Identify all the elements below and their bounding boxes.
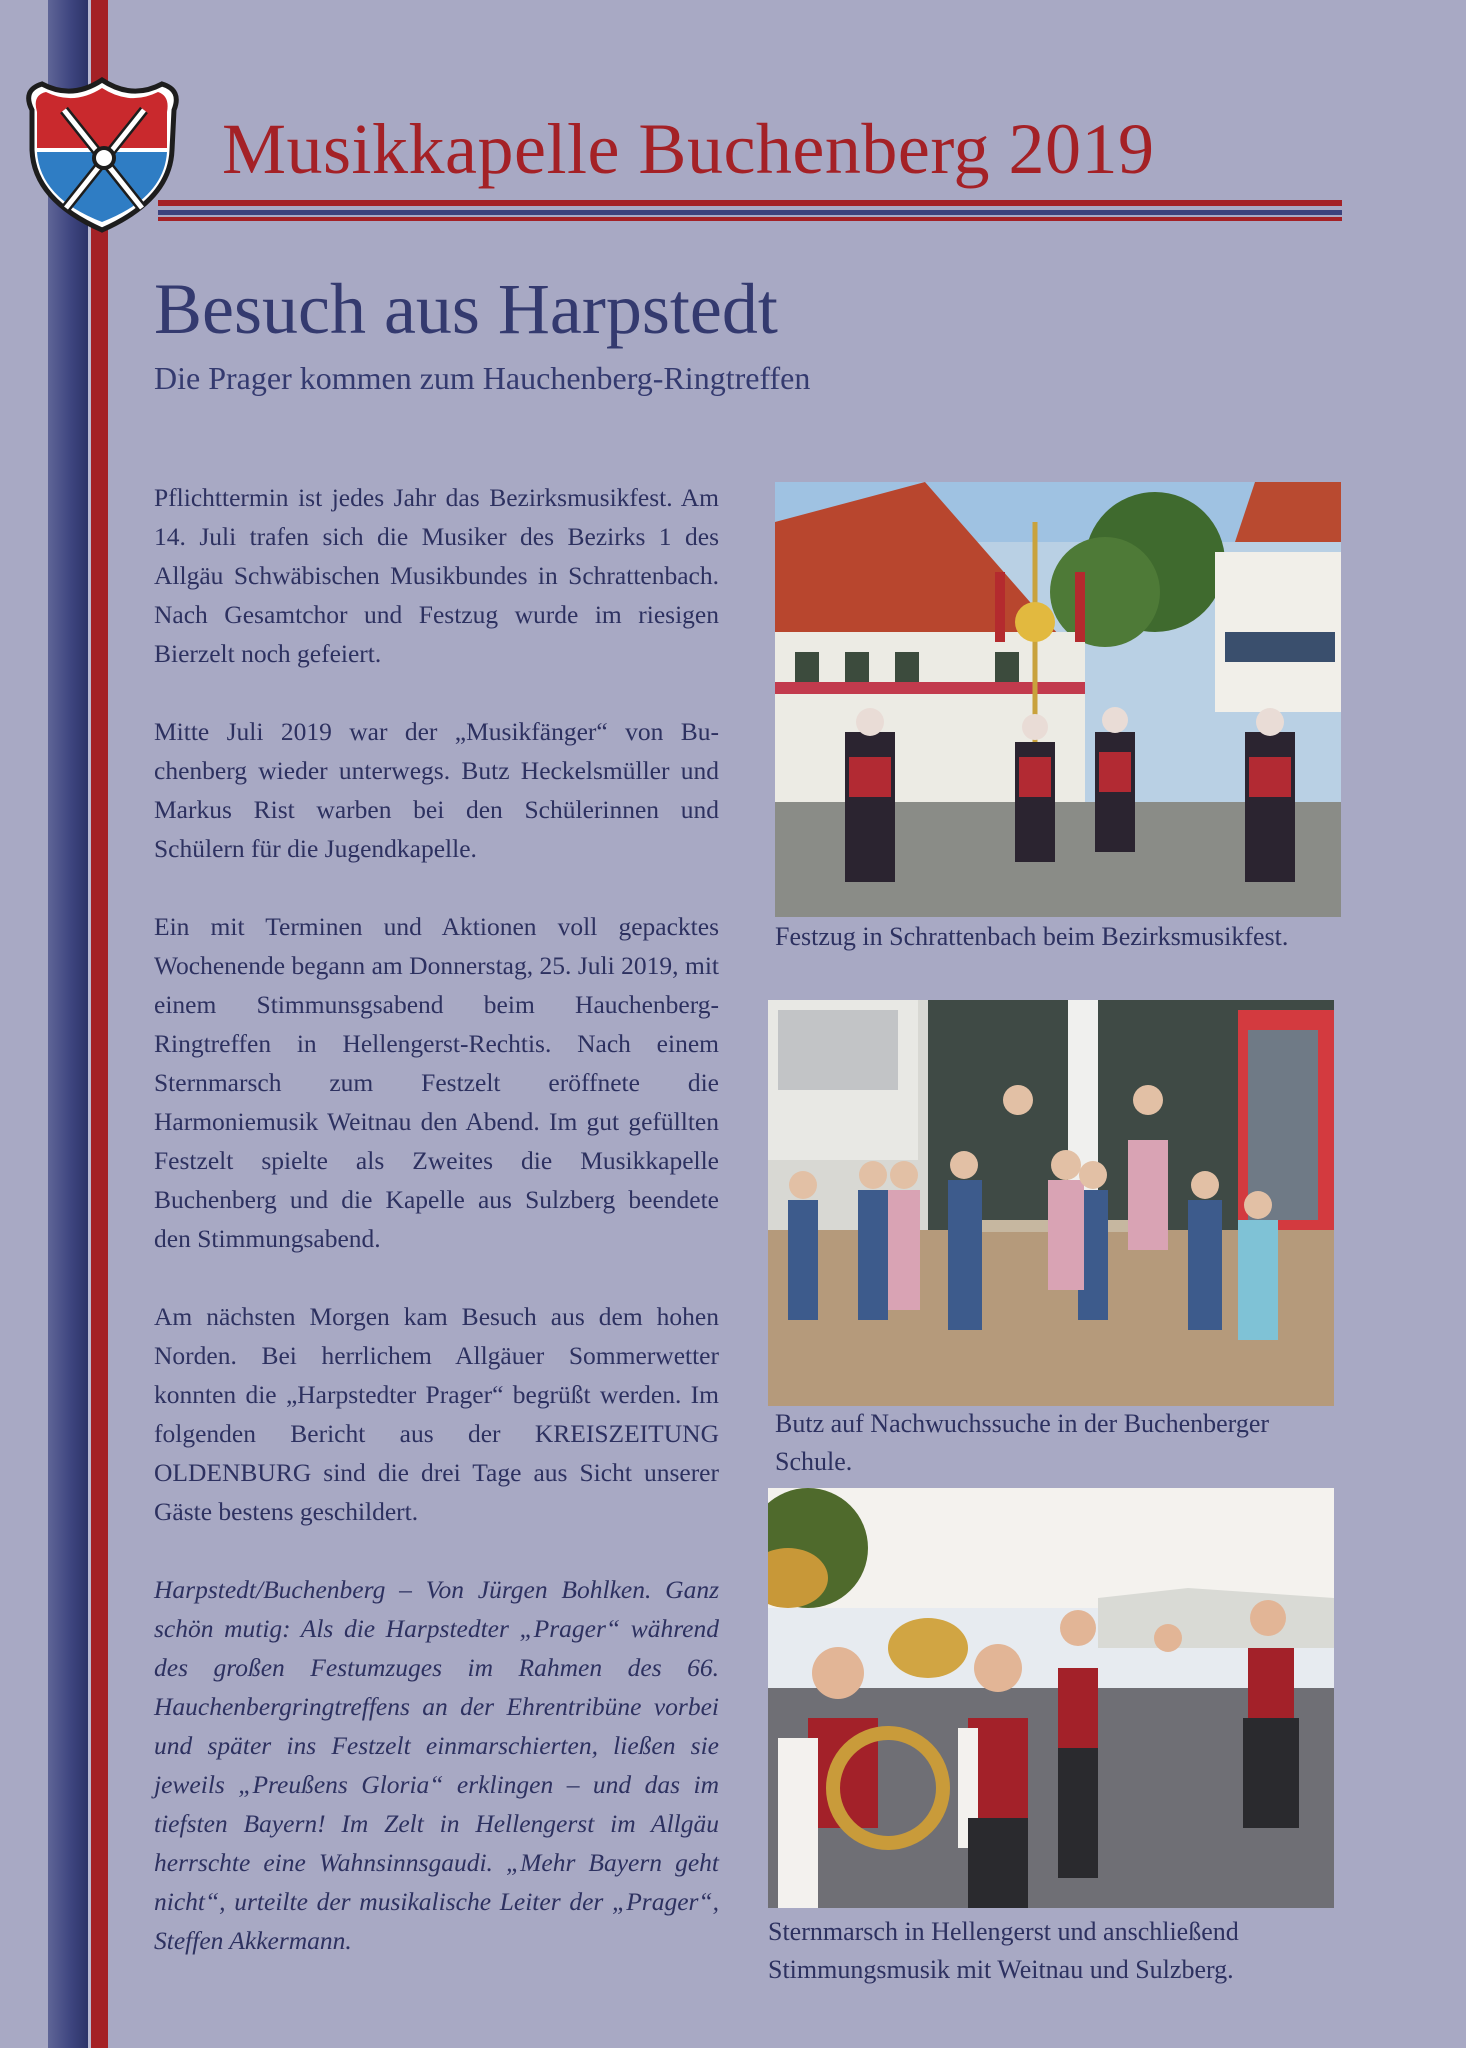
photo-brass-band bbox=[768, 1488, 1334, 1908]
org-title: Musikkapelle Buchenberg 2019 bbox=[222, 109, 1155, 189]
header-rule bbox=[158, 210, 1342, 215]
paragraph: Am nächsten Morgen kam Besuch aus dem hohen Norden. Bei herrlichem Allgäuer Sommerwetter konnten die „Harpstedter Prager“ begrüßt werden. Im folgenden Bericht aus der KREISZEITUNG OLDENBURG sind die drei Tage aus Sicht unserer Gäste bestens geschildert. bbox=[154, 1302, 719, 1526]
photo-school bbox=[768, 1000, 1334, 1406]
paragraph: Pflichttermin ist jedes Jahr das Bezirksmusikfest. Am 14. Juli trafen sich die Musiker des Bezirks 1 des Allgäu Schwäbischen Musikbundes in Schrattenbach. Nach Gesamtchor und Festzug wurde im riesigen Bierzelt noch gefeiert. bbox=[154, 483, 719, 668]
paragraph: Ein mit Terminen und Aktionen voll gepacktes Wochenende begann am Donnerstag, 25. Juli 2019, mit einem Stimmunsgsabend beim Hauchenberg-Ringtreffen in Hellengerst-Rechtis. Nach einem Sternmarsch zum Festzelt eröffnete die Harmoniemusik Weitnau den Abend. Im gut gefüllten Festzelt spielte als Zweites die Musikkapelle Buchenberg und die Kapelle aus Sulzberg beendete den Stimmungsabend. bbox=[154, 912, 719, 1253]
header-rule bbox=[158, 217, 1342, 221]
left-blue-stripe bbox=[48, 0, 88, 2048]
article-title: Besuch aus Harpstedt bbox=[154, 269, 778, 349]
article-subtitle: Die Prager kommen zum Hauchenberg-Ringtreffen bbox=[154, 360, 811, 396]
photo-caption: Sternmarsch in Hellengerst und anschließend Stimmungsmusik mit Weitnau und Sulzberg. bbox=[768, 1917, 1239, 1984]
photo-parade bbox=[775, 482, 1341, 917]
left-red-stripe bbox=[91, 0, 108, 2048]
article-body bbox=[154, 478, 719, 1999]
photo-caption: Butz auf Nachwuchssuche in der Buchenberger Schule. bbox=[775, 1409, 1270, 1476]
header-rule bbox=[158, 200, 1342, 206]
photo-caption: Festzug in Schrattenbach beim Bezirksmusikfest. bbox=[775, 922, 1289, 951]
quoted-paragraph: Harpstedt/Buchenberg – Von Jürgen Bohlken. Ganz schön mutig: Als die Harpstedter „Prager“ während des großen Festumzuges im Rahmen des 66. Hauchenbergringtreffens an der Ehrentribüne vorbei und später ins Festzelt einmarschierten, ließen sie jeweils „Preußens Gloria“ erklingen – und das im tiefsten Bayern! Im Zelt in Hellengerst im Allgäu herrschte eine Wahnsinnsgaudi. „Mehr Bayern geht nicht“, urteilte der musikalische Leiter der „Prager“, Steffen Akkermann. bbox=[154, 1575, 719, 1955]
paragraph: Mitte Juli 2019 war der „Musikfänger“ von Buchenberg wieder unterwegs. Butz Heckelsmüller und Markus Rist warben bei den Schülerinnen und Schülern für die Jugendkapelle. bbox=[154, 717, 719, 863]
